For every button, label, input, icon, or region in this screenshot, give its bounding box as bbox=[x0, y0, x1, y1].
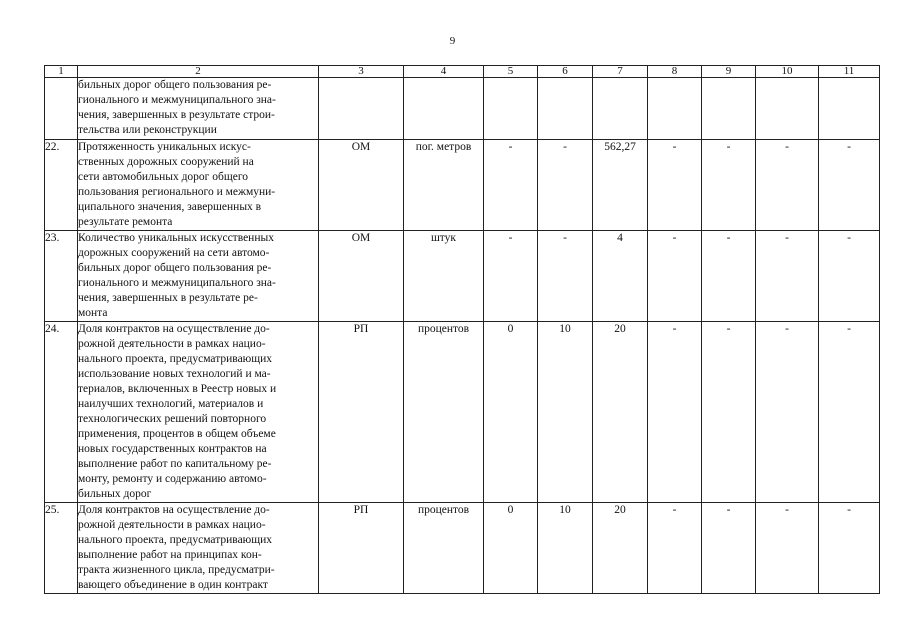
column-header: 4 bbox=[404, 66, 484, 78]
value-cell: - bbox=[702, 503, 756, 594]
description-line: тельства или реконструкции bbox=[78, 124, 217, 136]
value-cell bbox=[538, 78, 593, 140]
description-line: применения, процентов в общем объеме bbox=[78, 428, 276, 440]
description-line: чения, завершенных в результате ре- bbox=[78, 292, 258, 304]
column-header: 8 bbox=[648, 66, 702, 78]
value-cell bbox=[819, 78, 880, 140]
description-line: дорожных сооружений на сети автомо- bbox=[78, 247, 270, 259]
column-header: 7 bbox=[593, 66, 648, 78]
description-line: монту, ремонту и содержанию автомо- bbox=[78, 473, 267, 485]
column-header: 1 bbox=[45, 66, 78, 78]
table-row bbox=[45, 78, 880, 140]
description-line: нального проекта, предусматривающих bbox=[78, 353, 273, 365]
value-cell bbox=[484, 78, 538, 140]
column-header: 10 bbox=[756, 66, 819, 78]
row-number: 23. bbox=[45, 231, 78, 322]
value-cell: - bbox=[756, 322, 819, 503]
value-cell bbox=[593, 78, 648, 140]
description-line: вающего объединение в один контракт bbox=[78, 579, 268, 591]
value-cell: - bbox=[702, 322, 756, 503]
description-line: нального проекта, предусматривающих bbox=[78, 534, 273, 546]
value-cell: - bbox=[819, 322, 880, 503]
value-cell: - bbox=[756, 503, 819, 594]
value-cell: - bbox=[756, 231, 819, 322]
description-line: выполнение работ по капитальному ре- bbox=[78, 458, 272, 470]
column-header: 11 bbox=[819, 66, 880, 78]
level-cell: ОМ bbox=[319, 140, 404, 231]
value-cell: - bbox=[484, 140, 538, 231]
table-row bbox=[45, 322, 880, 503]
value-cell: 4 bbox=[593, 231, 648, 322]
value-cell: 0 bbox=[484, 503, 538, 594]
value-cell: - bbox=[648, 231, 702, 322]
unit-cell: штук bbox=[404, 231, 484, 322]
unit-cell bbox=[404, 78, 484, 140]
value-cell: - bbox=[484, 231, 538, 322]
indicators-table bbox=[44, 65, 880, 594]
row-number: 25. bbox=[45, 503, 78, 594]
description-line: бильных дорог общего пользования ре- bbox=[78, 79, 272, 91]
column-header: 2 bbox=[78, 66, 319, 78]
column-header: 6 bbox=[538, 66, 593, 78]
table-row bbox=[45, 503, 880, 594]
description-line: сети автомобильных дорог общего bbox=[78, 171, 249, 183]
indicator-description bbox=[78, 78, 319, 140]
description-line: Доля контрактов на осуществление до- bbox=[78, 504, 270, 516]
column-header: 5 bbox=[484, 66, 538, 78]
row-number: 24. bbox=[45, 322, 78, 503]
description-line: монта bbox=[78, 307, 108, 319]
description-line: рожной деятельности в рамках нацио- bbox=[78, 338, 266, 350]
description-line: выполнение работ на принципах кон- bbox=[78, 549, 262, 561]
column-header: 3 bbox=[319, 66, 404, 78]
description-line: чения, завершенных в результате строи- bbox=[78, 109, 275, 121]
description-line: Доля контрактов на осуществление до- bbox=[78, 323, 270, 335]
description-line: бильных дорог bbox=[78, 488, 152, 500]
table-row bbox=[45, 231, 880, 322]
indicator-description bbox=[78, 231, 319, 322]
description-line: Протяженность уникальных искус- bbox=[78, 141, 251, 153]
description-line: технологических решений повторного bbox=[78, 413, 267, 425]
description-line: гионального и межмуниципального зна- bbox=[78, 94, 276, 106]
description-line: териалов, включенных в Реестр новых и bbox=[78, 383, 277, 395]
unit-cell: пог. метров bbox=[404, 140, 484, 231]
unit-cell: процентов bbox=[404, 322, 484, 503]
description-line: рожной деятельности в рамках нацио- bbox=[78, 519, 266, 531]
value-cell: - bbox=[538, 231, 593, 322]
value-cell: - bbox=[702, 140, 756, 231]
value-cell: - bbox=[648, 140, 702, 231]
column-header: 9 bbox=[702, 66, 756, 78]
value-cell: 0 bbox=[484, 322, 538, 503]
description-line: Количество уникальных искусственных bbox=[78, 232, 274, 244]
indicator-description bbox=[78, 322, 319, 503]
value-cell: - bbox=[819, 140, 880, 231]
description-line: новых государственных контрактов на bbox=[78, 443, 267, 455]
row-number: 22. bbox=[45, 140, 78, 231]
indicator-description bbox=[78, 140, 319, 231]
level-cell: РП bbox=[319, 322, 404, 503]
indicator-description bbox=[78, 503, 319, 594]
description-line: гионального и межмуниципального зна- bbox=[78, 277, 276, 289]
value-cell: - bbox=[702, 231, 756, 322]
value-cell bbox=[756, 78, 819, 140]
value-cell: - bbox=[648, 322, 702, 503]
description-line: бильных дорог общего пользования ре- bbox=[78, 262, 272, 274]
value-cell: 562,27 bbox=[593, 140, 648, 231]
value-cell: - bbox=[819, 231, 880, 322]
description-line: пользования регионального и межмуни- bbox=[78, 186, 276, 198]
row-number bbox=[45, 78, 78, 140]
value-cell: - bbox=[648, 503, 702, 594]
value-cell bbox=[648, 78, 702, 140]
description-line: результате ремонта bbox=[78, 216, 173, 228]
page-number: 9 bbox=[449, 35, 456, 47]
value-cell: 10 bbox=[538, 503, 593, 594]
value-cell: - bbox=[819, 503, 880, 594]
value-cell: - bbox=[538, 140, 593, 231]
table-row bbox=[45, 140, 880, 231]
header-row bbox=[45, 66, 880, 78]
value-cell: 10 bbox=[538, 322, 593, 503]
value-cell: 20 bbox=[593, 322, 648, 503]
level-cell: РП bbox=[319, 503, 404, 594]
description-line: наилучших технологий, материалов и bbox=[78, 398, 264, 410]
level-cell: ОМ bbox=[319, 231, 404, 322]
description-line: ципального значения, завершенных в bbox=[78, 201, 262, 213]
value-cell: 20 bbox=[593, 503, 648, 594]
description-line: ственных дорожных сооружений на bbox=[78, 156, 254, 168]
description-line: тракта жизненного цикла, предусматри- bbox=[78, 564, 275, 576]
value-cell bbox=[702, 78, 756, 140]
level-cell bbox=[319, 78, 404, 140]
unit-cell: процентов bbox=[404, 503, 484, 594]
value-cell: - bbox=[756, 140, 819, 231]
description-line: использование новых технологий и ма- bbox=[78, 368, 271, 380]
